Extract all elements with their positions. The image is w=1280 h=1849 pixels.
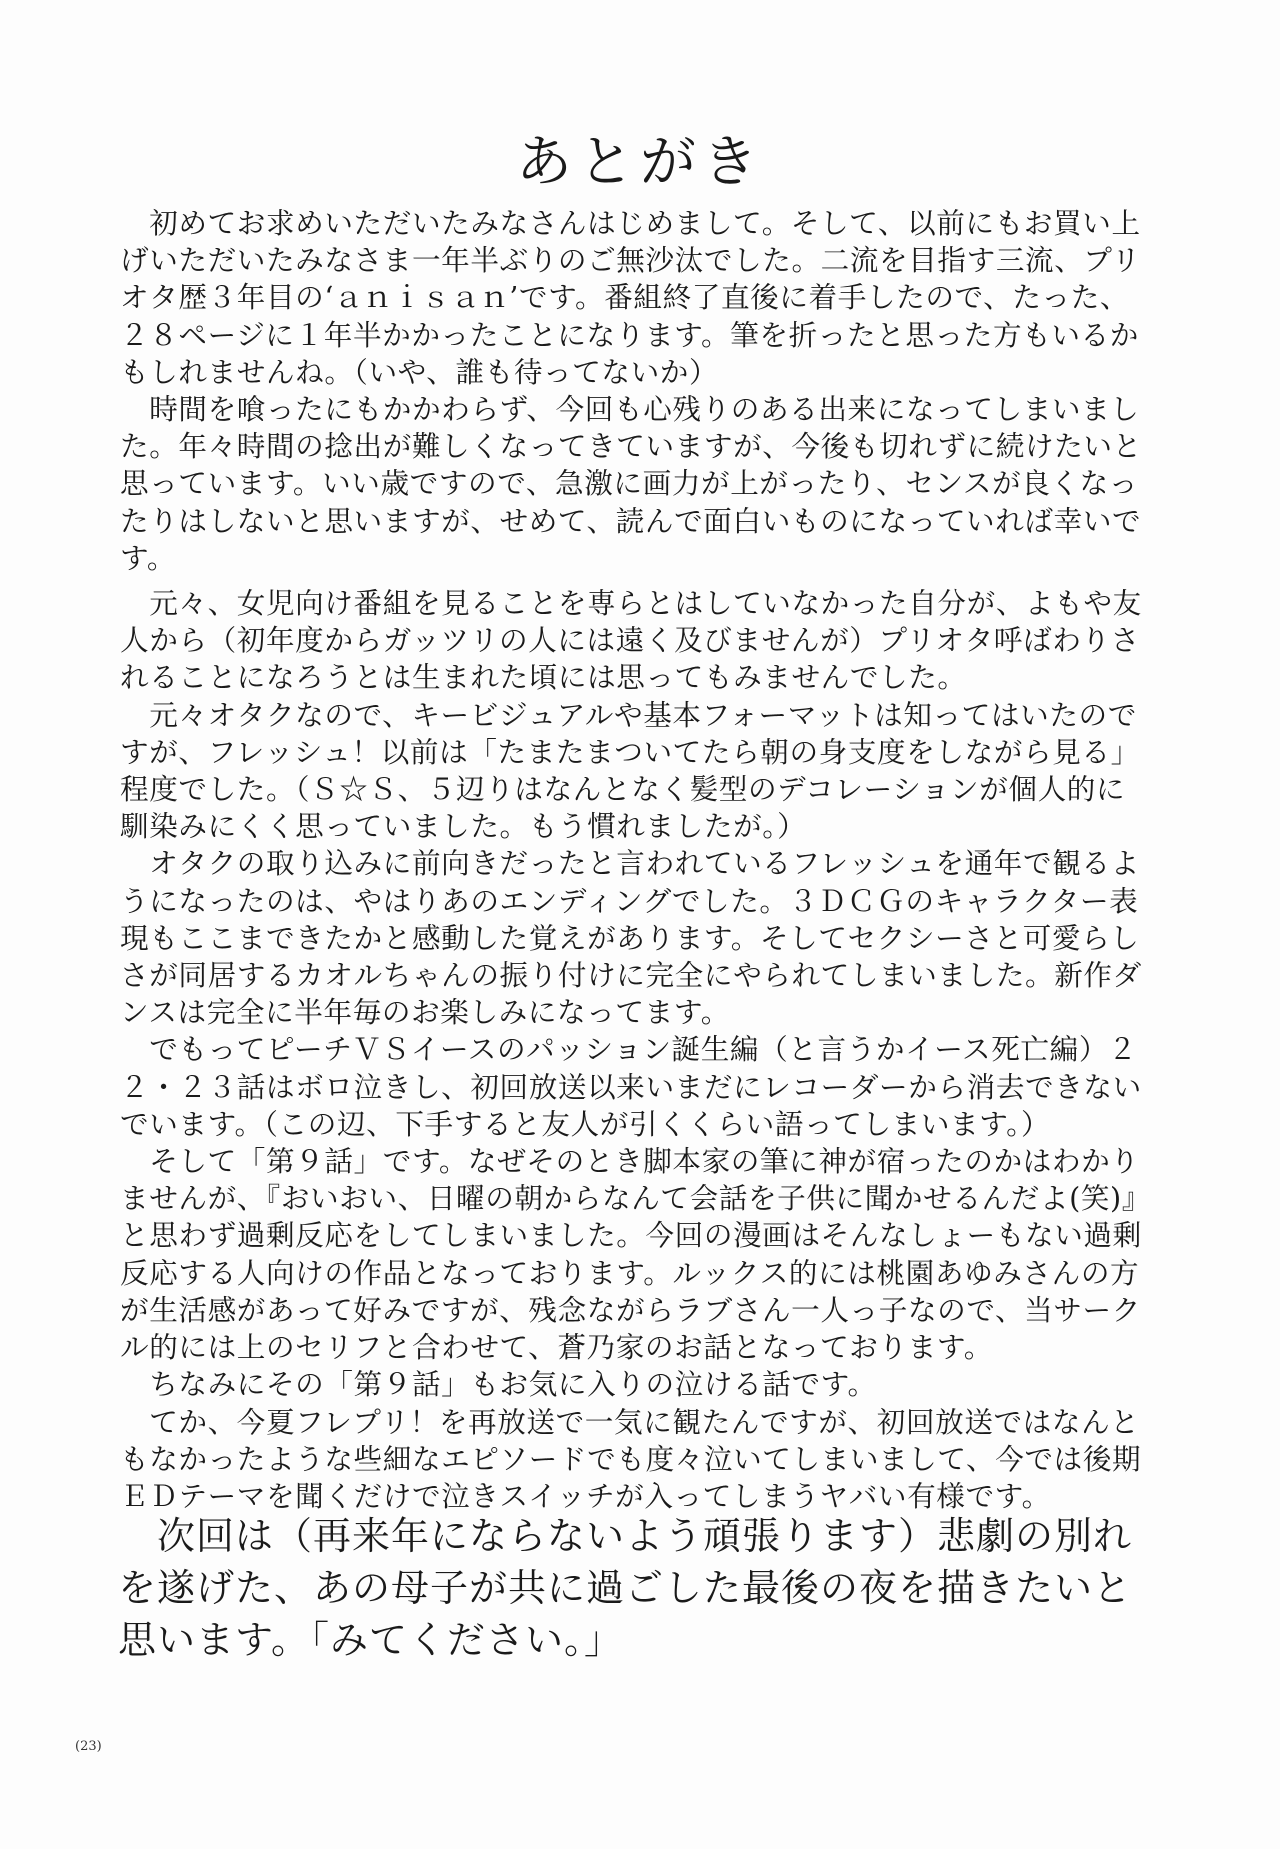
body-line: 時間を喰ったにもかかわらず、今回も心残りのある出来になってしまいまし (120, 392, 1140, 427)
body-line: うになったのは、やはりあのエンディングでした。３ＤＣＧのキャラクター表 (120, 883, 1139, 918)
body-line: 現もここまできたかと感動した覚えがあります。そしてセクシーさと可愛らし (120, 920, 1140, 955)
body-line: ちなみにその「第９話」もお気に入りの泣ける話です。 (120, 1367, 877, 1402)
body-line: 反応する人向けの作品となっております。ルックス的には桃園あゆみさんの方 (120, 1255, 1140, 1290)
body-line: れることになろうとは生まれた頃には思ってもみませんでした。 (120, 660, 967, 695)
body-line: もなかったような些細なエピソードでも度々泣いてしまいまして、今では後期 (120, 1441, 1142, 1476)
body-line: 元々、女児向け番組を見ることを専らとはしていなかった自分が、よもや友 (120, 586, 1142, 621)
body-line: オタクの取り込みに前向きだったと言われているフレッシュを通年で観るよ (120, 846, 1140, 881)
body-line: でいます。（この辺、下手すると友人が引くくらい語ってしまいます。） (120, 1106, 1051, 1141)
body-line: 程度でした。（Ｓ☆Ｓ、５辺りはなんとなく髪型のデコレーションが個人的に (120, 772, 1126, 807)
body-line: 馴染みにくく思っていました。もう慣れましたが。） (120, 809, 807, 844)
closing-line: 次回は（再来年にならないよう頑張ります）悲劇の別れ (118, 1514, 1133, 1558)
page-number: (23) (75, 1739, 102, 1754)
body-line: ンスは完全に半年毎のお楽しみになってます。 (120, 995, 730, 1030)
body-line: ＥＤテーマを聞くだけで泣きスイッチが入ってしまうヤバい有様です。 (120, 1478, 1051, 1513)
body-line: もしれませんね。（いや、誰も待ってないか） (120, 354, 719, 389)
body-line: そして「第９話」です。なぜそのとき脚本家の筆に神が宿ったのかはわかり (120, 1144, 1140, 1179)
closing-line: 思います。「みてください。」 (118, 1618, 623, 1662)
closing-message (118, 1510, 1218, 1666)
body-line: さが同居するカオルちゃんの振り付けに完全にやられてしまいました。新作ダ (120, 958, 1142, 993)
body-line: ２８ページに１年半かかったことになります。筆を折ったと思った方もいるか (120, 317, 1139, 352)
body-line: 初めてお求めいただいたみなさんはじめまして。そして、以前にもお買い上 (120, 206, 1141, 240)
body-line: ませんが、『おいおい、日曜の朝からなんて会話を子供に聞かせるんだよ(笑)』 (120, 1181, 1151, 1216)
body-line: でもってピーチＶＳイースのパッション誕生編（と言うかイース死亡編）２ (120, 1032, 1138, 1067)
body-line: てか、今夏フレプリ！を再放送で一気に観たんですが、初回放送ではなんと (120, 1404, 1140, 1439)
body-line: す。 (120, 540, 177, 575)
body-line: が生活感があって好みですが、残念ながらラブさん一人っ子なので、当サーク (120, 1292, 1141, 1327)
closing-line: を遂げた、あの母子が共に過ごした最後の夜を描きたいと (118, 1566, 1133, 1610)
body-line: 思っています。いい歳ですので、急激に画力が上がったり、センスが良くなっ (120, 466, 1139, 501)
body-line: オタ歴３年目の‘ａｎｉｓａｎ’です。番組終了直後に着手したので、たった、 (120, 280, 1130, 315)
body-line: たりはしないと思いますが、せめて、読んで面白いものになっていれば幸いで (120, 503, 1142, 538)
afterword-body (120, 205, 1220, 1515)
body-line: ル的には上のセリフと合わせて、蒼乃家のお話となっております。 (120, 1330, 993, 1365)
body-line: ２・２３話はボロ泣きし、初回放送以来いまだにレコーダーから消去できない (120, 1069, 1142, 1104)
body-line: と思わず過剰反応をしてしまいました。今回の漫画はそんなしょーもない過剰 (120, 1218, 1142, 1253)
body-line: 人から（初年度からガッツリの人には遠く及びませんが）プリオタ呼ばわりさ (120, 623, 1140, 658)
page-title: あとがき (516, 130, 764, 195)
body-line: げいただいたみなさま一年半ぶりのご無沙汰でした。二流を目指す三流、プリ (120, 243, 1141, 278)
body-line: た。年々時間の捻出が難しくなってきていますが、今後も切れずに続けたいと (120, 429, 1142, 464)
body-line: すが、フレッシュ！以前は「たまたまついてたら朝の身支度をしながら見る」 (120, 734, 1140, 769)
body-line: 元々オタクなので、キービジュアルや基本フォーマットは知ってはいたので (120, 697, 1137, 732)
